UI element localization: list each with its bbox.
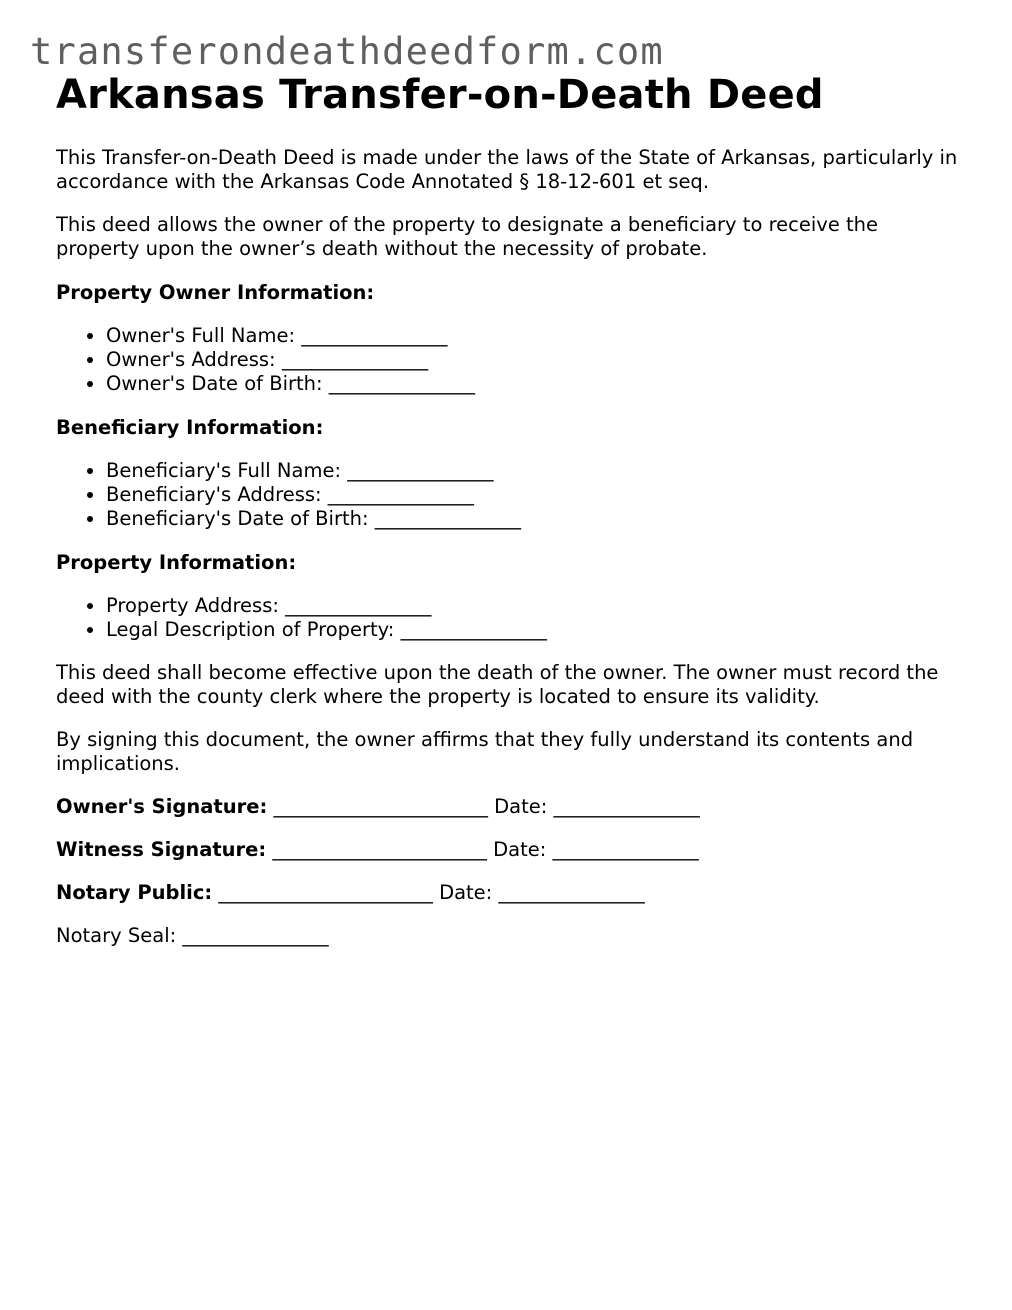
- owner-section-heading: Property Owner Information:: [56, 281, 375, 304]
- beneficiary-address-field: • Beneficiary's Address: _______________: [106, 483, 966, 507]
- notary-signature-line: [56, 881, 966, 905]
- property-info-list: [56, 594, 966, 642]
- beneficiary-dob-field: • Beneficiary's Date of Birth: _______________: [106, 507, 966, 531]
- beneficiary-info-list: [56, 459, 966, 531]
- witness-signature-blanks: ______________________ Date: _______________: [266, 838, 699, 861]
- effective-paragraph: This deed shall become effective upon the death of the owner. The owner must record the deed with the county clerk where the property is located to ensure its validity.: [56, 661, 939, 708]
- owner-signature-label: Owner's Signature:: [56, 795, 268, 818]
- document-title: Arkansas Transfer-on-Death Deed: [56, 72, 824, 118]
- beneficiary-section-heading: Beneficiary Information:: [56, 416, 324, 439]
- affirmation-paragraph: By signing this document, the owner affirms that they fully understand its contents and implications.: [56, 728, 914, 775]
- owner-address-field: • Owner's Address: _______________: [106, 348, 966, 372]
- witness-signature-label: Witness Signature:: [56, 838, 267, 861]
- intro-paragraph-purpose: This deed allows the owner of the property to designate a beneficiary to receive the property upon the owner’s death without the necessity of probate.: [56, 213, 879, 260]
- property-section-heading: Property Information:: [56, 551, 297, 574]
- notary-signature-label: Notary Public:: [56, 881, 213, 904]
- property-address-field: • Property Address: _______________: [106, 594, 966, 618]
- owner-full-name-field: • Owner's Full Name: _______________: [106, 324, 966, 348]
- witness-signature-line: [56, 838, 966, 862]
- intro-paragraph-law: This Transfer-on-Death Deed is made under the laws of the State of Arkansas, particularly in accordance with the Arkansas Code Annotated § 18-12-601 et seq.: [56, 146, 958, 193]
- owner-signature-line: [56, 795, 966, 819]
- owner-signature-blanks: ______________________ Date: _______________: [267, 795, 700, 818]
- deed-document: [56, 70, 966, 948]
- property-legal-description-field: • Legal Description of Property: _______________: [106, 618, 966, 642]
- owner-dob-field: • Owner's Date of Birth: _______________: [106, 372, 966, 396]
- owner-info-list: [56, 324, 966, 396]
- beneficiary-full-name-field: • Beneficiary's Full Name: _______________: [106, 459, 966, 483]
- site-watermark: transferondeathdeedform.com: [30, 30, 664, 73]
- notary-signature-blanks: ______________________ Date: _______________: [212, 881, 645, 904]
- notary-seal-line: Notary Seal: _______________: [56, 924, 329, 947]
